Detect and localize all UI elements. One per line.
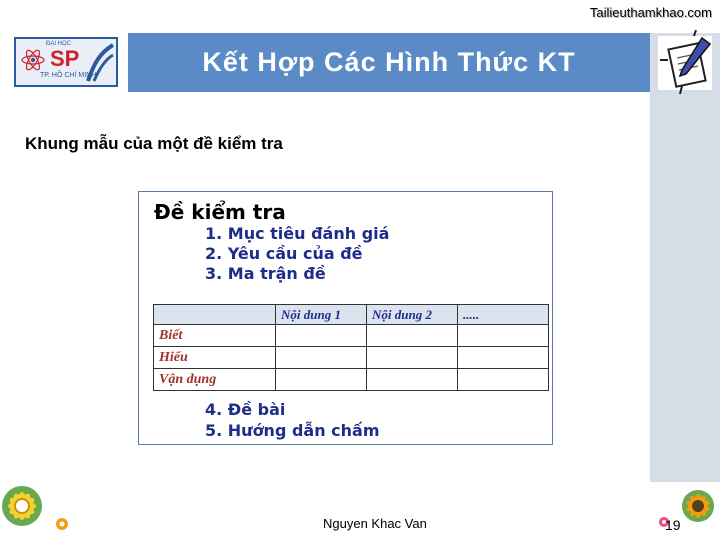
- table-cell: [276, 347, 367, 369]
- table-header-row: [154, 305, 549, 325]
- table-cell: [458, 347, 549, 369]
- page-number: 19: [665, 517, 681, 533]
- exam-heading: Đề kiểm tra: [154, 200, 286, 224]
- flower-decoration-icon: [0, 478, 80, 540]
- slide-subtitle: Khung mẫu của một đề kiểm tra: [25, 134, 283, 153]
- exam-template-frame: [138, 191, 553, 445]
- exam-item-matrix: 3. Ma trận đề: [205, 264, 326, 283]
- watermark-text: Tailieuthamkhao.com: [589, 5, 712, 20]
- assessment-matrix-table: [153, 304, 549, 391]
- table-header-cell: Nội dung 2: [367, 305, 458, 325]
- table-cell: [367, 369, 458, 391]
- footer-author: Nguyen Khac Van: [323, 516, 427, 531]
- table-header-cell: [154, 305, 276, 325]
- pen-paper-icon: [652, 30, 718, 96]
- logo-abbr: SP: [50, 46, 80, 71]
- logo-top-text: ĐẠI HỌC: [46, 41, 72, 47]
- table-cell: [367, 347, 458, 369]
- table-cell: [458, 325, 549, 347]
- table-header-cell: .....: [458, 305, 549, 325]
- table-cell: [276, 369, 367, 391]
- logo-bottom-text: TP. HỒ CHÍ MINH: [40, 72, 97, 79]
- university-logo: [14, 37, 118, 87]
- table-header-cell: Nội dung 1: [276, 305, 367, 325]
- exam-item-marking-guide: 5. Hướng dẫn chấm: [205, 421, 380, 440]
- row-label-cell: Biết: [154, 325, 276, 347]
- table-row: [154, 325, 549, 347]
- row-label-cell: Vận dụng: [154, 369, 276, 391]
- row-label-cell: Hiểu: [154, 347, 276, 369]
- exam-item-objectives: 1. Mục tiêu đánh giá: [205, 224, 390, 243]
- exam-item-requirements: 2. Yêu cầu của đề: [205, 244, 363, 263]
- table-cell: [276, 325, 367, 347]
- table-row: [154, 347, 549, 369]
- table-cell: [458, 369, 549, 391]
- table-row: [154, 369, 549, 391]
- exam-item-questions: 4. Đề bài: [205, 400, 286, 419]
- slide-title: Kết Hợp Các Hình Thức KT: [202, 47, 576, 77]
- atom-icon: [20, 47, 46, 73]
- flower-decoration-icon: [648, 484, 720, 540]
- logo-wave-icon: [86, 43, 114, 83]
- right-side-strip: [650, 92, 720, 482]
- table-cell: [367, 325, 458, 347]
